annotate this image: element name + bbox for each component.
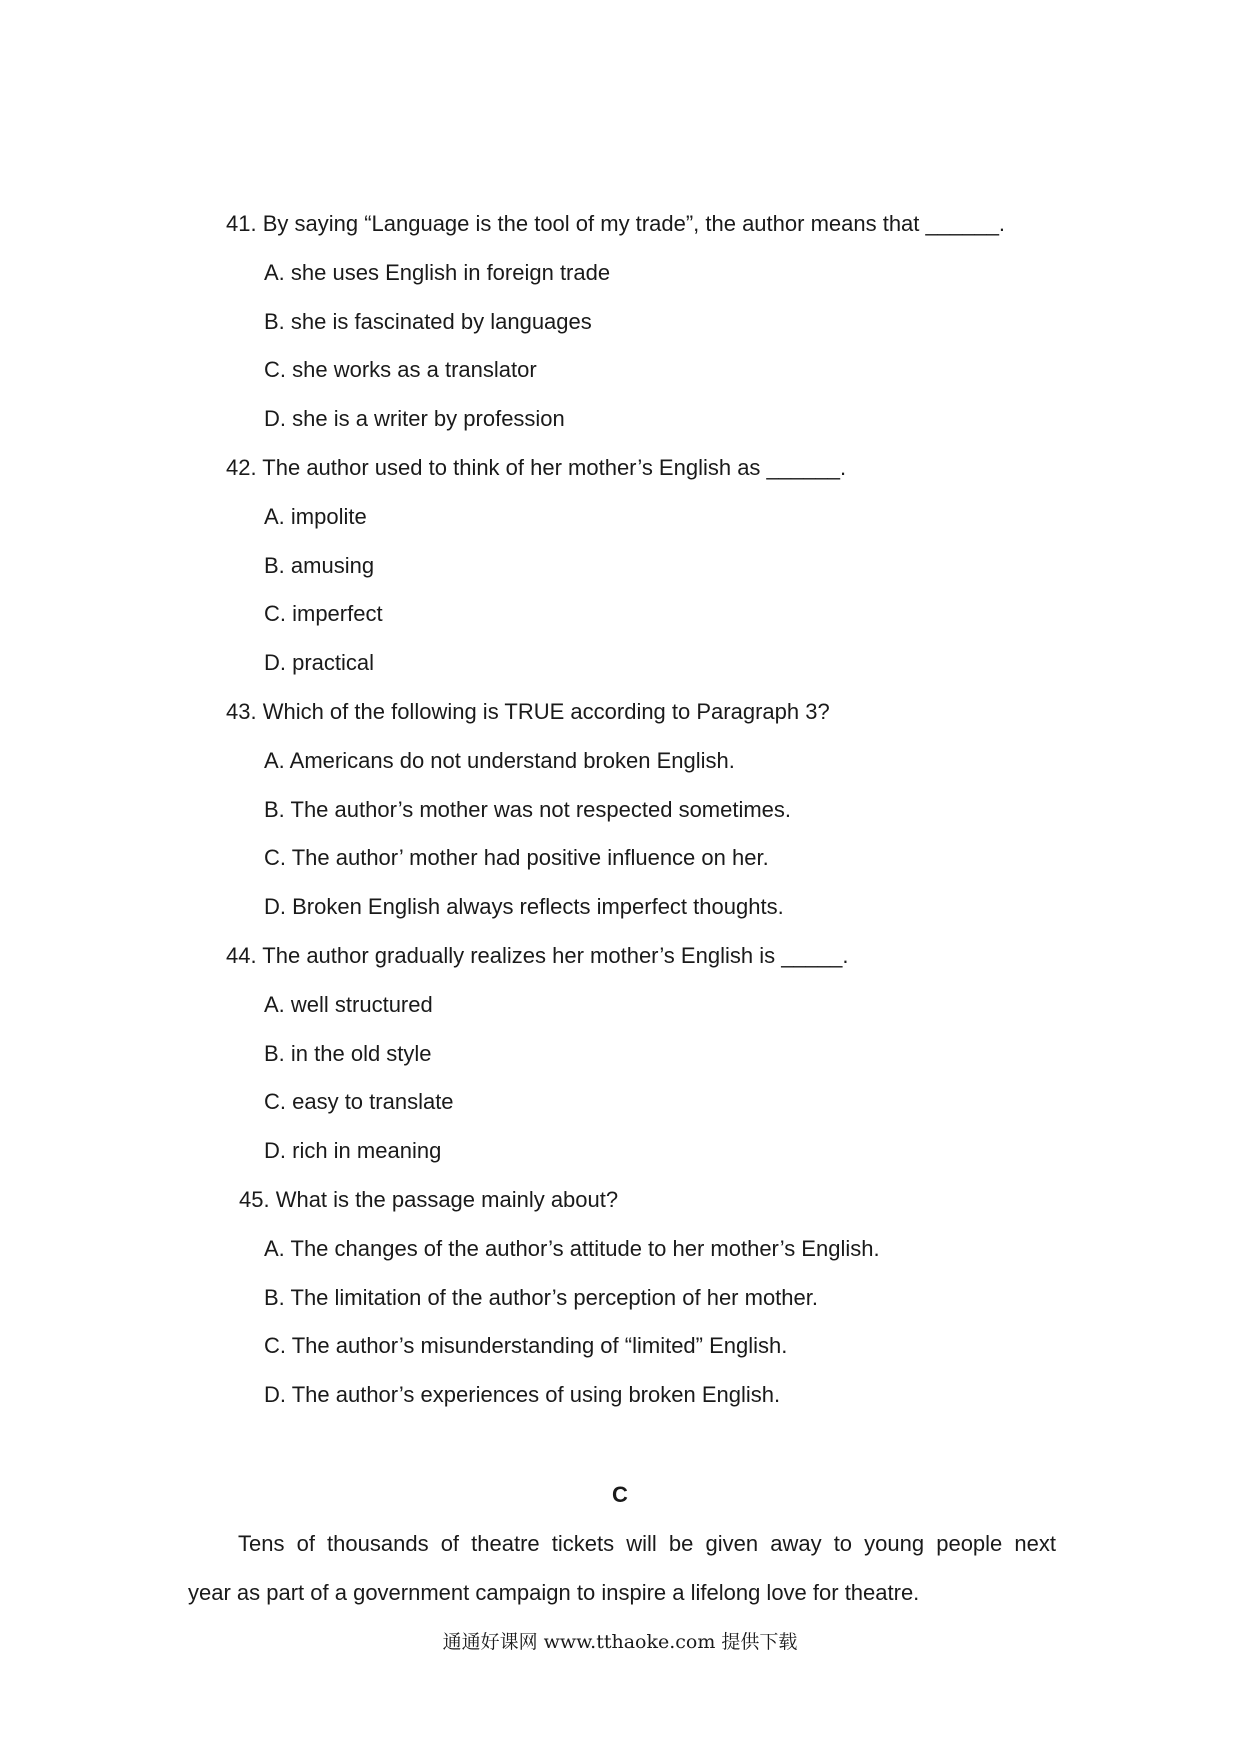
page-footer: 通通好课网 www.tthaoke.com 提供下载 <box>442 1631 798 1653</box>
question-41-option-b: B. she is fascinated by languages <box>264 309 592 334</box>
question-44-stem: 44. The author gradually realizes her mother’s English is _____. <box>226 943 849 968</box>
section-c-paragraph-line-2: year as part of a government campaign to inspire a lifelong love for theatre. <box>188 1580 920 1605</box>
question-45-option-b: B. The limitation of the author’s perception of her mother. <box>264 1285 818 1310</box>
question-42-option-c: C. imperfect <box>264 601 383 626</box>
question-41-option-d: D. she is a writer by profession <box>264 406 565 431</box>
question-42-stem: 42. The author used to think of her mother’s English as ______. <box>226 455 847 480</box>
section-c-paragraph-line-1: Tens of thousands of theatre tickets will be given away to young people next <box>238 1531 1056 1556</box>
question-41-option-c: C. she works as a translator <box>264 357 537 382</box>
question-42-option-b: B. amusing <box>264 553 375 578</box>
question-45-stem: 45. What is the passage mainly about? <box>239 1187 619 1212</box>
question-42-option-a: A. impolite <box>264 504 367 529</box>
question-45-option-d: D. The author’s experiences of using broken English. <box>264 1382 781 1407</box>
question-44-option-d: D. rich in meaning <box>264 1138 442 1163</box>
question-42-option-d: D. practical <box>264 650 375 675</box>
question-45-option-c: C. The author’s misunderstanding of “limited” English. <box>264 1333 788 1358</box>
question-43-option-a: A. Americans do not understand broken English. <box>264 748 735 773</box>
section-c-title: C <box>612 1482 628 1507</box>
question-43-stem: 43. Which of the following is TRUE according to Paragraph 3? <box>226 699 830 724</box>
question-44-option-a: A. well structured <box>264 992 433 1017</box>
question-45-option-a: A. The changes of the author’s attitude to her mother’s English. <box>264 1236 880 1261</box>
question-43-option-d: D. Broken English always reflects imperfect thoughts. <box>264 894 784 919</box>
question-44-option-c: C. easy to translate <box>264 1089 454 1114</box>
question-44-option-b: B. in the old style <box>264 1041 432 1066</box>
question-41-option-a: A. she uses English in foreign trade <box>264 260 611 285</box>
question-43-option-b: B. The author’s mother was not respected sometimes. <box>264 797 792 822</box>
question-43-option-c: C. The author’ mother had positive influence on her. <box>264 845 769 870</box>
question-41-stem: 41. By saying “Language is the tool of my trade”, the author means that ______. <box>226 211 1006 236</box>
